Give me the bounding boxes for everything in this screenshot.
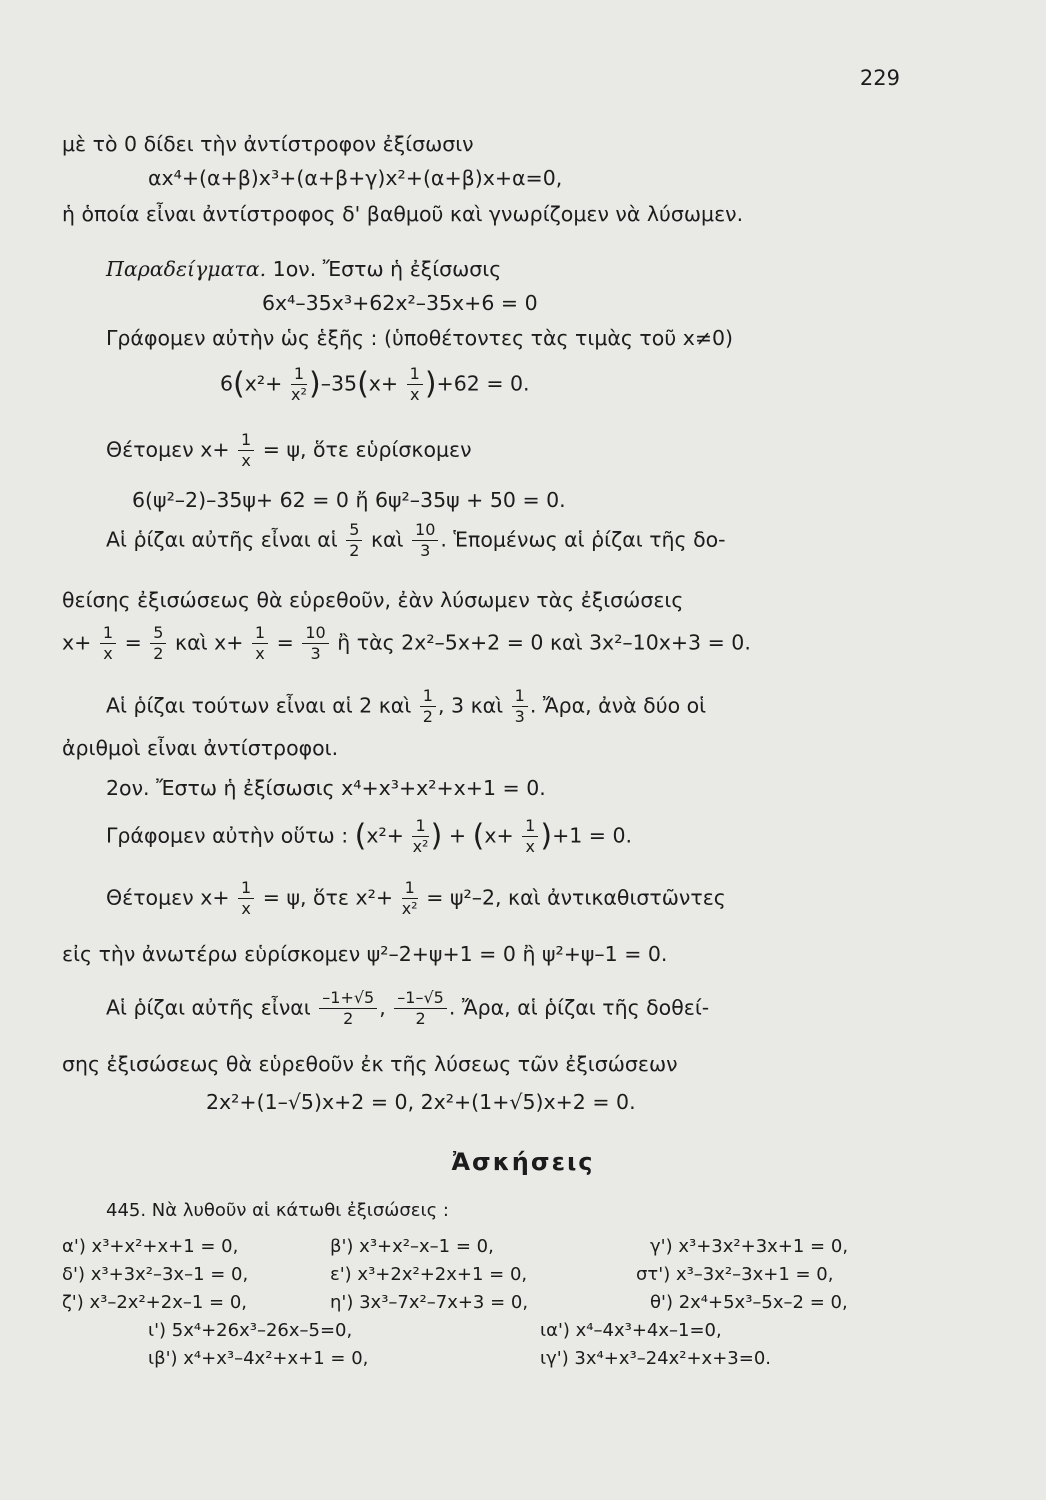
text: καὶ <box>370 527 404 552</box>
exercise-intro: 445. Νὰ λυθοῦν αἱ κάτωθι ἐξισώσεις : <box>106 1200 449 1221</box>
exercise-item: θ') 2x⁴+5x³–5x–2 = 0, <box>650 1292 848 1313</box>
example1-heading-line <box>106 259 501 280</box>
roots-line: Αἱ ῥίζαι αὐτῆς εἶναι $\frac{-1+√5}{2}$ , $\frac{-1-√5}{2}$ . Ἄρα, αἱ ῥίζαι τῆς δοθεί- <box>106 988 710 1028</box>
numerator: 1 <box>412 818 428 837</box>
exercise-item: ι') 5x⁴+26x³–26x–5=0, <box>148 1320 353 1341</box>
numerator: 1 <box>522 818 538 837</box>
term: +62 = 0. <box>436 371 530 396</box>
denominator: x² <box>401 899 418 918</box>
term: –35 <box>320 371 358 396</box>
text: = <box>124 630 142 655</box>
text: x+ <box>214 630 244 655</box>
fraction <box>238 880 254 917</box>
exercise-item: δ') x³+3x²–3x–1 = 0, <box>62 1264 249 1285</box>
denominator: 3 <box>310 644 321 663</box>
example1-equation: 6x⁴–35x³+62x²–35x+6 = 0 <box>262 291 538 315</box>
text: . Ἄρα, ἀνὰ δύο οἱ <box>529 693 707 718</box>
text: ἢ τὰς 2x²–5x+2 = 0 καὶ 3x²–10x+3 = 0. <box>337 630 751 655</box>
fraction <box>420 688 436 725</box>
page-number: 229 <box>859 66 900 90</box>
text-line: θείσης ἐξισώσεως θὰ εὑρεθοῦν, ἐὰν λύσωμεν τὰς ἐξισώσεις <box>62 588 684 612</box>
reciprocal-equation: αx⁴+(α+β)x³+(α+β+γ)x²+(α+β)x+α=0, <box>148 166 563 190</box>
text-line: εἰς τὴν ἀνωτέρω εὑρίσκομεν ψ²–2+ψ+1 = 0 ἢ ψ²+ψ–1 = 0. <box>62 942 668 966</box>
text: . Ἄρα, αἱ ῥίζαι τῆς δοθεί- <box>448 995 710 1020</box>
text: Αἱ ῥίζαι αὐτῆς εἶναι αἱ <box>106 527 338 552</box>
denominator: 2 <box>349 541 360 560</box>
exercise-item: η') 3x³–7x²–7x+3 = 0, <box>330 1292 529 1313</box>
text: , 3 καὶ <box>437 693 504 718</box>
denominator: x <box>525 837 535 856</box>
denominator: 3 <box>420 541 431 560</box>
exercise-item: στ') x³–3x²–3x+1 = 0, <box>636 1264 834 1285</box>
denominator: x² <box>290 385 307 404</box>
final-equations: 2x²+(1–√5)x+2 = 0, 2x²+(1+√5)x+2 = 0. <box>206 1090 636 1114</box>
quadratic-line: 6(ψ²–2)–35ψ+ 62 = 0 ἤ 6ψ²–35ψ + 50 = 0. <box>132 488 566 512</box>
example2-heading-line: 2ον. Ἔστω ἡ ἐξίσωσις x⁴+x³+x²+x+1 = 0. <box>106 776 546 800</box>
fraction <box>291 366 307 403</box>
fraction <box>394 990 447 1027</box>
numerator: 1 <box>402 880 418 899</box>
term: + <box>448 823 467 848</box>
text: Αἱ ῥίζαι τούτων εἶναι αἱ 2 καὶ <box>106 693 412 718</box>
exercise-item: ε') x³+2x²+2x+1 = 0, <box>330 1264 528 1285</box>
substitution-line <box>106 432 472 469</box>
fraction <box>100 625 116 662</box>
text: Θέτομεν x+ <box>106 885 230 910</box>
fraction <box>522 818 538 855</box>
denominator: 2 <box>422 707 433 726</box>
text: Γράφομεν αὐτὴν οὕτω : <box>106 823 349 848</box>
text: = <box>276 630 294 655</box>
denominator: x <box>255 644 265 663</box>
term: +1 = 0. <box>552 823 633 848</box>
exercise-item: β') x³+x²–x–1 = 0, <box>330 1236 494 1257</box>
exercise-item: ζ') x³–2x²+2x–1 = 0, <box>62 1292 248 1313</box>
example-intro: Ἔστω ἡ ἐξίσωσις <box>322 257 502 281</box>
text: x+ <box>62 630 92 655</box>
fraction <box>150 625 166 662</box>
numerator: 5 <box>150 625 166 644</box>
numerator: –1–√5 <box>394 990 447 1009</box>
example-label: 1ον. <box>272 257 317 281</box>
denominator: 2 <box>415 1009 426 1028</box>
exercises-title: Ἀσκήσεις <box>451 1148 595 1176</box>
fraction <box>407 366 423 403</box>
denominator: x² <box>412 837 429 856</box>
roots-line <box>106 522 726 559</box>
roots-line <box>106 688 706 725</box>
text: Θέτομεν x+ <box>106 437 230 462</box>
text: . Ἑπομένως αἱ ῥίζαι τῆς δο- <box>440 527 726 552</box>
intro-line: μὲ τὸ 0 δίδει τὴν ἀντίστροφον ἐξίσωσιν <box>62 132 474 156</box>
intro-line: ἡ ὁποία εἶναι ἀντίστροφος δ' βαθμοῦ καὶ γνωρίζομεν νὰ λύσωμεν. <box>62 202 744 226</box>
example2-rewritten-equation: Γράφομεν αὐτὴν οὕτω : (x²+ $\frac{1}{\text{x²}}$ ) + (x+ $\frac{1}{x}$ )+1 = 0. <box>106 816 633 856</box>
fraction <box>402 880 418 917</box>
exercise-item: α') x³+x²+x+1 = 0, <box>62 1236 239 1257</box>
term: x²+ <box>366 823 404 848</box>
example1-write-line: Γράφομεν αὐτὴν ὡς ἑξῆς : (ὑποθέτοντες τὰς τιμὰς τοῦ x≠0) <box>106 326 734 350</box>
examples-heading: Παραδείγματα. <box>106 257 267 281</box>
numerator: 1 <box>420 688 436 707</box>
fraction <box>412 818 428 855</box>
exercise-item: ιγ') 3x⁴+x³–24x²+x+3=0. <box>540 1348 772 1369</box>
substitution-line <box>106 880 726 917</box>
exercise-item: γ') x³+3x²+3x+1 = 0, <box>650 1236 849 1257</box>
denominator: x <box>241 451 251 470</box>
term: x²+ <box>244 371 283 396</box>
fraction <box>252 625 268 662</box>
text: = ψ²–2, καὶ ἀντικαθιστῶντες <box>426 885 726 910</box>
exercise-item: ιβ') x⁴+x³–4x²+x+1 = 0, <box>148 1348 369 1369</box>
numerator: 5 <box>346 522 362 541</box>
fraction <box>238 432 254 469</box>
denominator: x <box>103 644 113 663</box>
numerator: 1 <box>252 625 268 644</box>
term: x+ <box>484 823 514 848</box>
fraction <box>319 990 377 1027</box>
fraction <box>346 522 362 559</box>
denominator: x <box>241 899 251 918</box>
text: Αἱ ῥίζαι αὐτῆς εἶναι <box>106 995 311 1020</box>
numerator: 1 <box>238 880 254 899</box>
text-line: ἀριθμοὶ εἶναι ἀντίστροφοι. <box>62 736 339 760</box>
exercise-item: ια') x⁴–4x³+4x–1=0, <box>540 1320 722 1341</box>
numerator: 1 <box>238 432 254 451</box>
denominator: 2 <box>343 1009 354 1028</box>
coef: 6 <box>220 371 234 396</box>
equations-line <box>62 625 751 662</box>
text: = ψ, ὅτε x²+ <box>262 885 394 910</box>
fraction <box>512 688 528 725</box>
numerator: 1 <box>100 625 116 644</box>
text-line: σης ἐξισώσεως θὰ εὑρεθοῦν ἐκ τῆς λύσεως τῶν ἐξισώσεων <box>62 1052 678 1076</box>
fraction <box>412 522 438 559</box>
numerator: 1 <box>407 366 423 385</box>
term: x+ <box>368 371 399 396</box>
numerator: 1 <box>512 688 528 707</box>
text: καὶ <box>175 630 208 655</box>
numerator: 1 <box>291 366 307 385</box>
text: = ψ, ὅτε εὑρίσκομεν <box>262 437 472 462</box>
denominator: 2 <box>153 644 164 663</box>
numerator: –1+√5 <box>319 990 377 1009</box>
fraction <box>302 625 328 662</box>
numerator: 10 <box>302 625 328 644</box>
denominator: x <box>410 385 420 404</box>
denominator: 3 <box>514 707 525 726</box>
example1-rewritten-equation: 6(x²+ $\frac{1}{\text{x²}}$ )–35(x+ $\frac{1}{x}$ )+62 = 0. <box>220 364 530 404</box>
numerator: 10 <box>412 522 438 541</box>
